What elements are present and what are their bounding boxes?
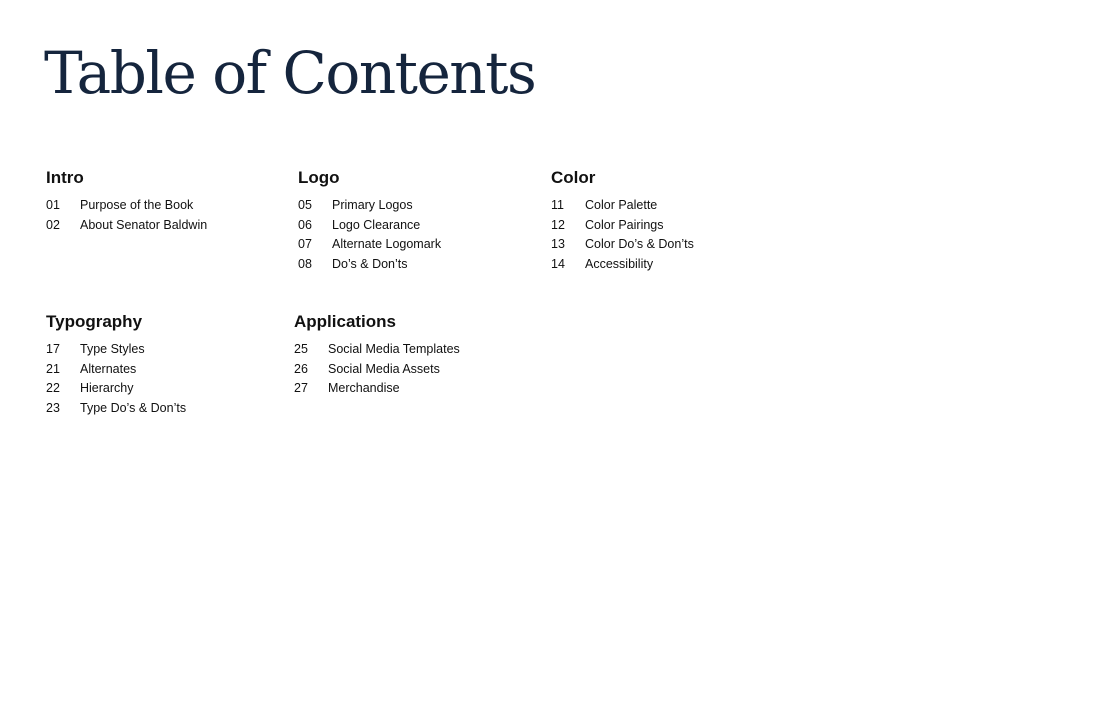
toc-section-intro (46, 167, 207, 235)
toc-entry[interactable] (46, 399, 186, 419)
entry-label: Type Styles (80, 342, 145, 356)
toc-entry[interactable] (551, 196, 694, 216)
entry-page-number: 02 (46, 217, 60, 232)
entry-label: Social Media Assets (328, 361, 440, 376)
entry-page-number: 17 (46, 342, 60, 356)
entry-label: Color Pairings (585, 217, 664, 232)
section-heading: Typography (46, 312, 143, 331)
entry-page-number: 26 (294, 361, 308, 376)
toc-entry[interactable] (46, 340, 186, 360)
entry-page-number: 01 (46, 198, 60, 212)
entry-label: Logo Clearance (332, 217, 421, 232)
toc-entry[interactable] (46, 379, 186, 399)
toc-entry[interactable] (298, 216, 441, 236)
toc-entry[interactable] (294, 340, 460, 360)
entry-page-number: 11 (551, 198, 564, 212)
entry-label: About Senator Baldwin (80, 217, 208, 232)
toc-entry[interactable] (551, 235, 694, 255)
entry-page-number: 12 (551, 217, 565, 232)
toc-entry[interactable] (46, 360, 186, 380)
entry-page-number: 21 (46, 361, 60, 376)
toc-section-typography (46, 311, 186, 419)
entry-page-number: 14 (551, 257, 565, 272)
entry-label: Accessibility (585, 257, 654, 272)
toc-section-applications (294, 311, 460, 399)
entry-page-number: 22 (46, 381, 60, 396)
entry-page-number: 13 (551, 237, 565, 252)
entry-page-number: 07 (298, 237, 312, 252)
entry-label: Merchandise (328, 381, 400, 396)
entry-label: Primary Logos (332, 198, 413, 212)
section-heading: Applications (294, 312, 397, 331)
entry-label: Social Media Templates (328, 342, 460, 356)
toc-section-color (551, 167, 694, 275)
entry-page-number: 05 (298, 198, 312, 212)
entry-label: Alternates (80, 361, 137, 376)
toc-entry[interactable] (551, 216, 694, 236)
page-title: Table of Contents (44, 39, 536, 107)
toc-entry[interactable] (46, 216, 207, 236)
entry-label: Purpose of the Book (80, 198, 194, 212)
section-heading: Color (551, 168, 596, 187)
toc-entry[interactable] (298, 255, 441, 275)
toc-entry[interactable] (551, 255, 694, 275)
entry-page-number: 06 (298, 217, 312, 232)
section-heading: Intro (46, 168, 84, 187)
toc-entry[interactable] (294, 379, 460, 399)
entry-label: Color Palette (585, 198, 658, 212)
entry-page-number: 08 (298, 257, 312, 272)
toc-entry[interactable] (46, 196, 207, 216)
entry-label: Hierarchy (80, 381, 134, 396)
toc-entry[interactable] (294, 360, 460, 380)
toc-entry[interactable] (298, 196, 441, 216)
entry-label: Type Do’s & Don’ts (80, 401, 187, 416)
entry-page-number: 25 (294, 342, 308, 356)
entry-page-number: 27 (294, 381, 308, 396)
entry-label: Alternate Logomark (332, 237, 442, 252)
entry-label: Color Do’s & Don’ts (585, 237, 694, 252)
entry-label: Do’s & Don’ts (332, 257, 408, 272)
toc-section-logo (298, 167, 441, 275)
toc-entry[interactable] (298, 235, 441, 255)
entry-page-number: 23 (46, 401, 60, 416)
section-heading: Logo (298, 168, 340, 187)
